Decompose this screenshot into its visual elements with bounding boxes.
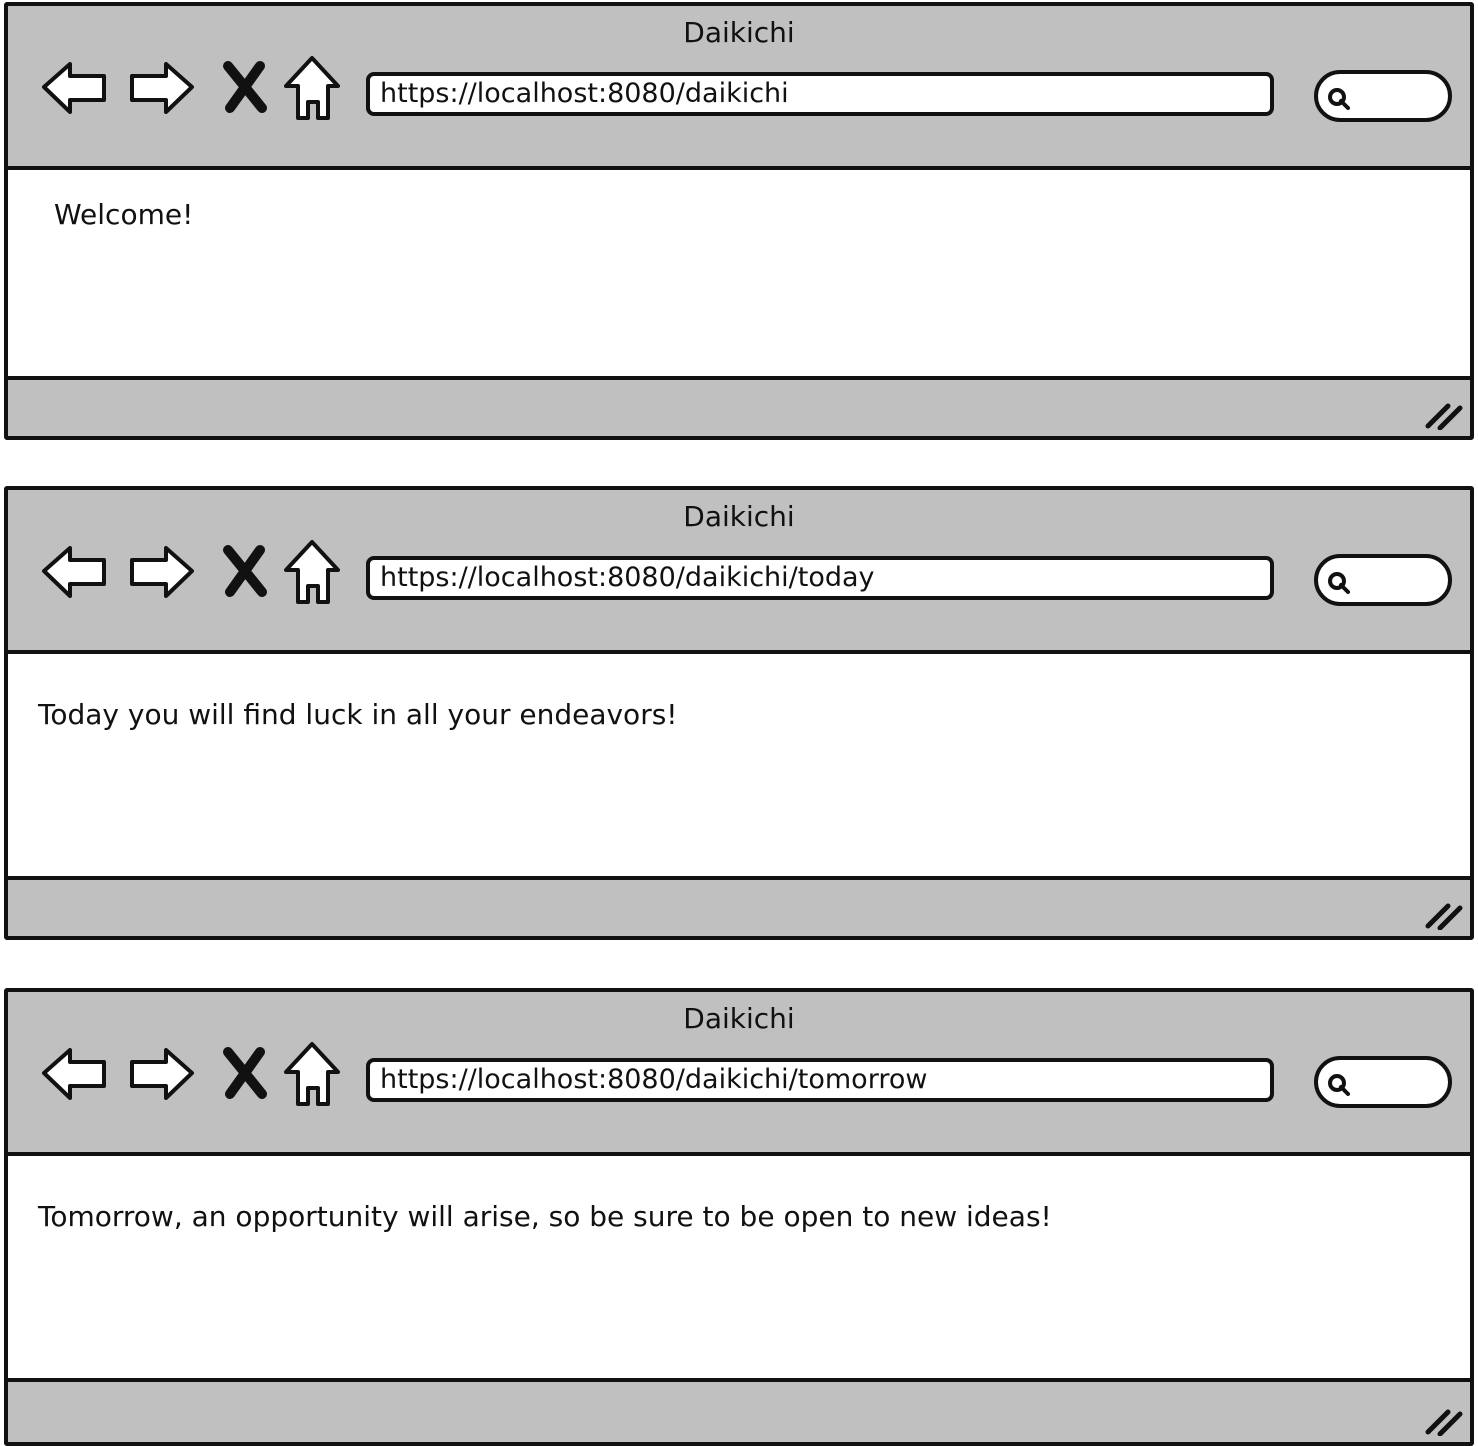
resize-grip-icon[interactable] bbox=[1424, 900, 1464, 930]
home-icon[interactable] bbox=[280, 538, 350, 608]
page-content bbox=[8, 654, 1470, 880]
search-field[interactable] bbox=[1314, 70, 1452, 122]
page-message: Today you will find luck in all your endeavors! bbox=[38, 698, 678, 731]
forward-arrow-icon[interactable] bbox=[126, 1040, 196, 1110]
address-bar[interactable]: https://localhost:8080/daikichi/today bbox=[366, 556, 1274, 600]
page-message: Welcome! bbox=[54, 198, 194, 231]
back-arrow-icon[interactable] bbox=[40, 538, 110, 608]
search-field[interactable] bbox=[1314, 554, 1452, 606]
home-icon[interactable] bbox=[280, 54, 350, 124]
window-title: Daikichi bbox=[683, 16, 795, 49]
status-bar bbox=[8, 880, 1470, 936]
address-bar[interactable]: https://localhost:8080/daikichi/tomorrow bbox=[366, 1058, 1274, 1102]
browser-window-today bbox=[4, 486, 1474, 940]
search-icon bbox=[1326, 570, 1352, 596]
search-field[interactable] bbox=[1314, 1056, 1452, 1108]
browser-window-home bbox=[4, 2, 1474, 440]
search-icon bbox=[1326, 86, 1352, 112]
resize-grip-icon[interactable] bbox=[1424, 400, 1464, 430]
status-bar bbox=[8, 1382, 1470, 1442]
browser-window-tomorrow bbox=[4, 988, 1474, 1446]
forward-arrow-icon[interactable] bbox=[126, 538, 196, 608]
page-content bbox=[8, 170, 1470, 380]
window-title: Daikichi bbox=[683, 1002, 795, 1035]
page-message: Tomorrow, an opportunity will arise, so be sure to be open to new ideas! bbox=[38, 1200, 1052, 1233]
forward-arrow-icon[interactable] bbox=[126, 54, 196, 124]
search-icon bbox=[1326, 1072, 1352, 1098]
home-icon[interactable] bbox=[280, 1040, 350, 1110]
close-x-icon[interactable] bbox=[212, 1040, 282, 1110]
close-x-icon[interactable] bbox=[212, 54, 282, 124]
close-x-icon[interactable] bbox=[212, 538, 282, 608]
back-arrow-icon[interactable] bbox=[40, 54, 110, 124]
browser-toolbar bbox=[8, 992, 1470, 1156]
back-arrow-icon[interactable] bbox=[40, 1040, 110, 1110]
page-content bbox=[8, 1156, 1470, 1382]
resize-grip-icon[interactable] bbox=[1424, 1406, 1464, 1436]
browser-toolbar bbox=[8, 490, 1470, 654]
window-title: Daikichi bbox=[683, 500, 795, 533]
browser-toolbar bbox=[8, 6, 1470, 170]
address-bar[interactable]: https://localhost:8080/daikichi bbox=[366, 72, 1274, 116]
status-bar bbox=[8, 380, 1470, 436]
